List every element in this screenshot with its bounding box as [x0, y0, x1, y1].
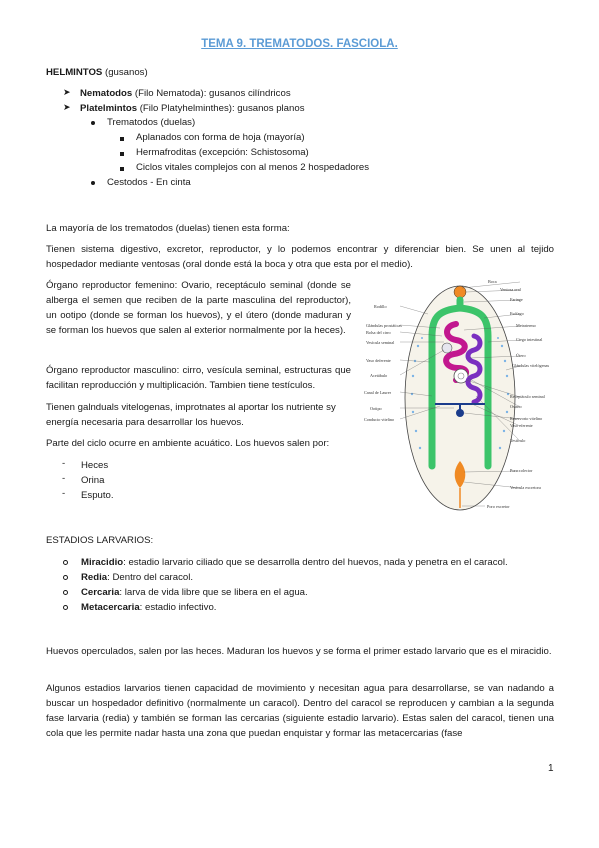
platelmintos-rest: (Filo Platyhelminthes): gusanos planos [137, 103, 305, 114]
fasciola-anatomy-diagram [360, 276, 560, 516]
estadio-name: Cercaria [81, 587, 120, 598]
dash-bullet: - [62, 488, 66, 499]
helmintos-heading [46, 65, 148, 80]
label-right: Testículo [510, 438, 526, 443]
circle-bullet-icon [63, 575, 68, 580]
platelmintos-bold: Platelmintos [80, 103, 138, 114]
label-left: Bolsa del cirro [366, 330, 391, 335]
circle-bullet-icon [63, 560, 68, 565]
paragraph-female-organ: Órgano reproductor femenino: Ovario, receptáculo seminal (donde se alberga el semen que reciben de la parte masculina del reproductor), un ootipo (donde se forman los huevos), y el útero (donde maduran y se forman los huevos que salen al exterior normalmente por la heces). [46, 280, 351, 336]
list-subitem: Ciclos vitales complejos con al menos 2 hospedadores [136, 162, 370, 173]
list-item-estadio [81, 585, 308, 600]
estadio-desc: : Dentro del caracol. [107, 572, 193, 583]
page-title: TEMA 9. TREMATODOS. FASCIOLA. [201, 38, 398, 50]
vitelline-reservoir [456, 409, 464, 417]
list-item-estadio [81, 570, 193, 585]
list-item-estadio [81, 555, 508, 570]
label-right: Vaso eferente [510, 423, 533, 428]
list-item-trematodos: Trematodos (duelas) [107, 117, 196, 128]
label-left: Rodillo [374, 304, 387, 309]
label-right: Reservorio vitelino [510, 416, 543, 421]
paragraph: Tienen sistema digestivo, excretor, reproductor, y lo podemos encontrar y diferenciar bien. Se unen al tejido hospedador mediante ventosas (oral donde está la boca y otra que esta por el medio). [46, 244, 554, 270]
label-left: Acetábulo [370, 373, 388, 378]
label-right: Útero [516, 353, 526, 358]
dot-bullet-icon [91, 181, 95, 185]
label-right: Poro colector [510, 468, 533, 473]
estadio-name: Redia [81, 572, 108, 583]
paragraph: Huevos operculados, salen por las heces. Maduran los huevos y se forma el primer estado larvario que es el miracidio. [46, 646, 552, 657]
list-item-nematodos [80, 86, 291, 101]
estadio-name: Metacercaria [81, 602, 140, 613]
label-left: Canal de Laurer [364, 390, 391, 395]
page-number: 1 [548, 763, 554, 774]
label-right: Receptáculo seminal [510, 394, 545, 399]
estadio-name: Miracidio [81, 557, 124, 568]
dot-bullet-icon [91, 121, 95, 125]
list-item: Heces [81, 460, 109, 471]
label-right: Metratermo [516, 323, 536, 328]
label-left: Ootipo [370, 406, 382, 411]
nematodos-bold: Nematodos [80, 88, 133, 99]
list-item-platelmintos [80, 101, 305, 116]
ovary-inner [458, 373, 464, 379]
dash-bullet: - [62, 458, 66, 469]
label-right: Esófago [510, 311, 524, 316]
estadio-desc: : estadio infectivo. [139, 602, 217, 613]
circle-bullet-icon [63, 590, 68, 595]
arrow-bullet-icon: ➤ [63, 87, 71, 97]
square-bullet-icon [120, 137, 124, 141]
section-heading-estadios: ESTADIOS LARVARIOS: [46, 535, 154, 546]
label-right: Ventosa oral [500, 287, 521, 292]
label-right: Poro excretor [487, 504, 510, 509]
circle-bullet-icon [63, 605, 68, 610]
label-left: Glándulas prostáticas [366, 323, 402, 328]
estadio-desc: : estadio larvario ciliado que se desarrolla dentro del huevos, nada y penetra en el caracol. [123, 557, 508, 568]
fasciola-svg [360, 276, 560, 516]
square-bullet-icon [120, 152, 124, 156]
ventral-sucker [442, 343, 452, 353]
list-item-cestodos: Cestodos - En cinta [107, 177, 191, 188]
helmintos-bold: HELMINTOS [46, 67, 103, 78]
list-subitem: Hermafroditas (excepción: Schistosoma) [136, 147, 309, 158]
label-right: Glándulas vitelógenas [512, 363, 550, 368]
paragraph-vitelline: Tienen galnduals vitelogenas, improtnates al aportar los nutriente sy energía necesaria para desarrollar los huevos. [46, 402, 336, 428]
list-subitem: Aplanados con forma de hoja (mayoría) [136, 132, 305, 143]
label-right: Ciego intestinal [516, 337, 543, 342]
list-item-estadio [81, 600, 216, 615]
label-right: Ovario [510, 404, 522, 409]
paragraph-cycle: Parte del ciclo ocurre en ambiente acuático. Los huevos salen por: [46, 438, 330, 449]
paragraph: Algunos estadios larvarios tienen capacidad de movimiento y necesitan agua para desarrollarse, se van nadando a buscar un hospedador definitivo (normalmente un caracol). Dentro del caracol se reproducen y cambian a la segunda fase larvaria (redia) y también se forman las cercarias (siguiente estadio larvario). Estas salen del caracol, tienen una cola que les permite nadar hasta una zona que puedan enquistar y formar las metacercarias (fase [46, 683, 554, 739]
label-right: Boca [488, 279, 497, 284]
label-right: Vesícula excretora [510, 485, 541, 490]
nematodos-rest: (Filo Nematoda): gusanos cilíndricos [132, 88, 291, 99]
label-left: Conducto vitelino [364, 417, 395, 422]
estadio-desc: : larva de vida libre que se libera en el agua. [119, 587, 308, 598]
label-right: Faringe [510, 297, 523, 302]
label-left: Vaso deferente [366, 358, 391, 363]
helmintos-rest: (gusanos) [102, 67, 148, 78]
square-bullet-icon [120, 167, 124, 171]
label-left: Vesícula seminal [366, 340, 395, 345]
dash-bullet: - [62, 473, 66, 484]
list-item: Esputo. [81, 490, 114, 501]
paragraph-male-organ: Órgano reproductor masculino: cirro, vesícula seminal, estructuras que facilitan reproducción y multiplicación. Tambien tiene testículos. [46, 365, 351, 391]
list-item: Orina [81, 475, 105, 486]
paragraph: La mayoría de los trematodos (duelas) tienen esta forma: [46, 223, 290, 234]
arrow-bullet-icon: ➤ [63, 102, 71, 112]
